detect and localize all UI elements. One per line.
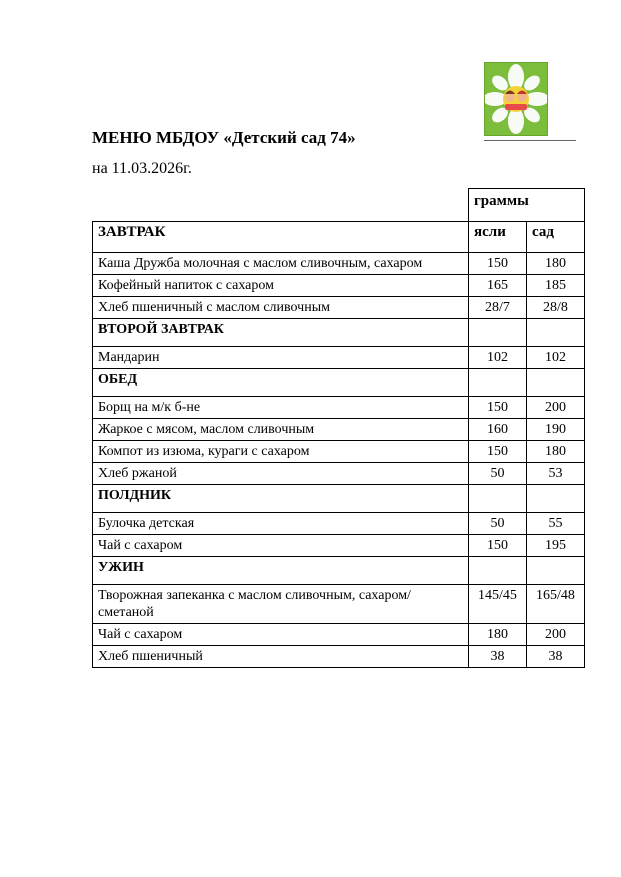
garden-grams: 102 — [527, 346, 585, 368]
section-empty-nursery — [469, 368, 527, 396]
section-title: ОБЕД — [93, 368, 469, 396]
garden-grams: 53 — [527, 462, 585, 484]
breakfast-header-row — [93, 221, 585, 252]
table-row — [93, 584, 585, 623]
nursery-grams: 145/45 — [469, 584, 527, 623]
menu-date: на 11.03.2026г. — [92, 160, 192, 177]
table-row — [93, 512, 585, 534]
garden-grams: 165/48 — [527, 584, 585, 623]
section-header-row — [93, 556, 585, 584]
breakfast-header: ЗАВТРАК — [93, 221, 469, 252]
table-row — [93, 645, 585, 667]
dish-name: Жаркое с мясом, маслом сливочным — [93, 418, 469, 440]
table-row — [93, 534, 585, 556]
dish-name: Чай с сахаром — [93, 623, 469, 645]
nursery-grams: 150 — [469, 534, 527, 556]
garden-grams: 200 — [527, 623, 585, 645]
table-row — [93, 346, 585, 368]
section-header-row — [93, 368, 585, 396]
section-empty-garden — [527, 318, 585, 346]
garden-grams: 185 — [527, 274, 585, 296]
nursery-grams: 150 — [469, 396, 527, 418]
table-row — [93, 252, 585, 274]
section-title: ПОЛДНИК — [93, 484, 469, 512]
table-row — [93, 274, 585, 296]
dish-name: Творожная запеканка с маслом сливочным, сахаром/сметаной — [93, 584, 469, 623]
table-row — [93, 296, 585, 318]
section-empty-nursery — [469, 484, 527, 512]
table-row — [93, 440, 585, 462]
grams-header: граммы — [469, 189, 585, 222]
nursery-grams: 160 — [469, 418, 527, 440]
nursery-grams: 150 — [469, 440, 527, 462]
dish-name: Каша Дружба молочная с маслом сливочным, сахаром — [93, 252, 469, 274]
table-row — [93, 462, 585, 484]
flower-icon — [485, 63, 547, 135]
garden-grams: 38 — [527, 645, 585, 667]
dish-name: Хлеб ржаной — [93, 462, 469, 484]
table-top-row — [93, 189, 585, 222]
nursery-grams: 165 — [469, 274, 527, 296]
section-empty-nursery — [469, 556, 527, 584]
dish-name: Борщ на м/к б-не — [93, 396, 469, 418]
garden-grams: 180 — [527, 252, 585, 274]
dish-name: Булочка детская — [93, 512, 469, 534]
logo-underline — [484, 140, 576, 141]
dish-name: Чай с сахаром — [93, 534, 469, 556]
nursery-grams: 50 — [469, 462, 527, 484]
table-row — [93, 418, 585, 440]
section-title: ВТОРОЙ ЗАВТРАК — [93, 318, 469, 346]
nursery-grams: 150 — [469, 252, 527, 274]
nursery-grams: 38 — [469, 645, 527, 667]
table-row — [93, 396, 585, 418]
garden-grams: 195 — [527, 534, 585, 556]
garden-column-header: сад — [527, 221, 585, 252]
section-empty-garden — [527, 484, 585, 512]
section-header-row — [93, 318, 585, 346]
section-empty-garden — [527, 368, 585, 396]
section-title: УЖИН — [93, 556, 469, 584]
dish-name: Хлеб пшеничный с маслом сливочным — [93, 296, 469, 318]
section-empty-garden — [527, 556, 585, 584]
garden-grams: 55 — [527, 512, 585, 534]
section-empty-nursery — [469, 318, 527, 346]
garden-grams: 28/8 — [527, 296, 585, 318]
nursery-grams: 28/7 — [469, 296, 527, 318]
kindergarten-logo — [484, 62, 548, 136]
nursery-grams: 102 — [469, 346, 527, 368]
dish-name: Хлеб пшеничный — [93, 645, 469, 667]
table-row — [93, 623, 585, 645]
page-title: МЕНЮ МБДОУ «Детский сад 74» — [92, 128, 356, 147]
garden-grams: 190 — [527, 418, 585, 440]
dish-name: Мандарин — [93, 346, 469, 368]
dish-name: Компот из изюма, кураги с сахаром — [93, 440, 469, 462]
blank-cell — [93, 189, 469, 222]
dish-name: Кофейный напиток с сахаром — [93, 274, 469, 296]
garden-grams: 200 — [527, 396, 585, 418]
nursery-grams: 50 — [469, 512, 527, 534]
nursery-column-header: ясли — [469, 221, 527, 252]
menu-table — [92, 188, 585, 668]
section-header-row — [93, 484, 585, 512]
garden-grams: 180 — [527, 440, 585, 462]
nursery-grams: 180 — [469, 623, 527, 645]
